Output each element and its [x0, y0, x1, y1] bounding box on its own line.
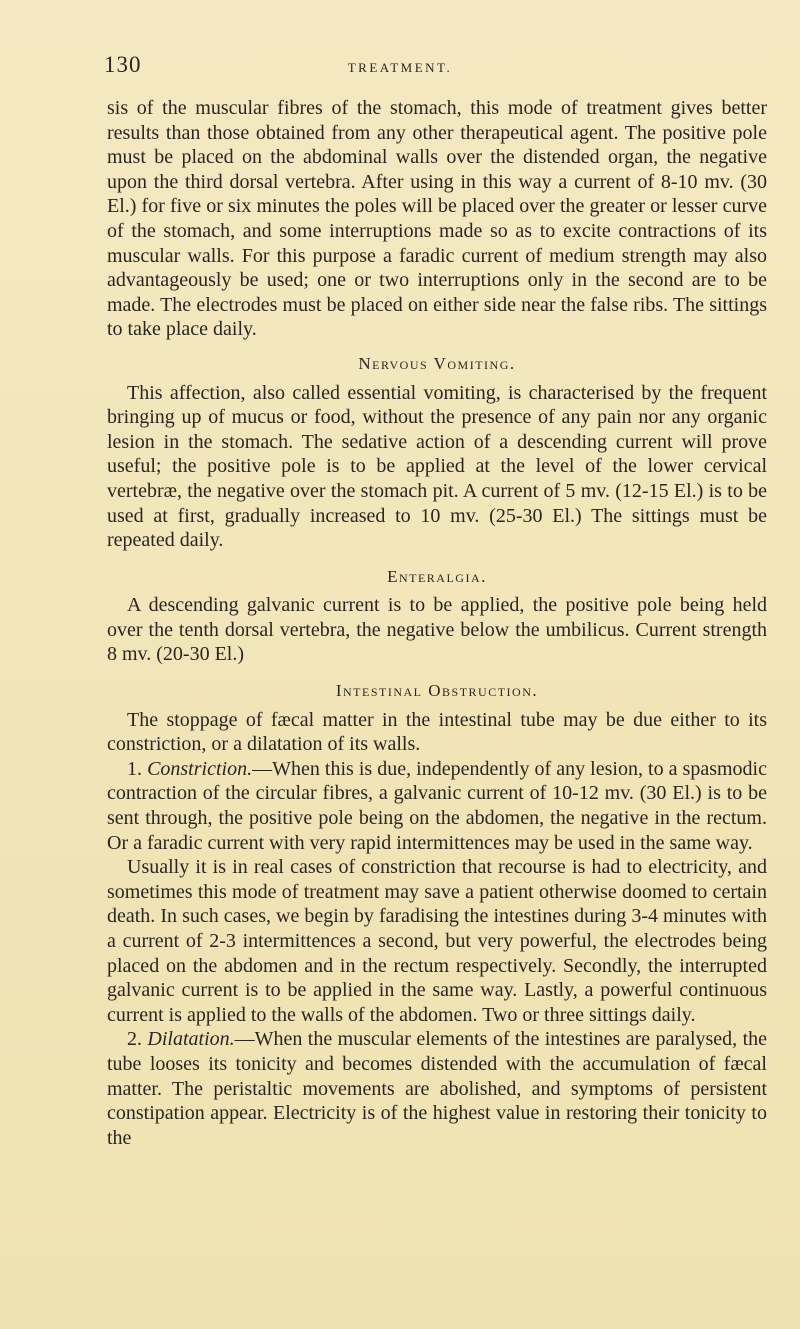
- paragraph-continuation: sis of the muscular fibres of the stomach, this mode of treatment gives better results than those obtained from any other therapeutical agent. The positive pole must be placed on the abdominal walls over the distended organ, the negative upon the third dorsal vertebra. After using in this way a current of 8-10 mv. (30 El.) for five or six minutes the poles will be placed over the greater or lesser curve of the stomach, and some interruptions made so as to excite contractions of its muscular walls. For this purpose a faradic current of medium strength may also advantageously be used; one or two interruptions only in the second are to be made. The electrodes must be placed on either side near the false ribs. The sittings to take place daily.: [107, 97, 767, 341]
- list-number: 2.: [127, 1028, 148, 1051]
- term-dilatation: Dilatation.: [147, 1028, 235, 1051]
- term-constriction: Constriction.: [147, 757, 253, 780]
- list-number: 1.: [127, 757, 148, 780]
- constriction-text: —When this is due, independently of any lesion, to a spasmodic contraction of the circular fibres, a galvanic current of 10-12 mv. (30 El.) is to be sent through, the positive pole being on the abdomen, the negative in the rectum. Or a faradic current with very rapid intermittences may be used in the same way.: [107, 757, 767, 854]
- section-heading-enteralgia: Enteralgia.: [387, 566, 487, 586]
- paragraph-intestinal-obstruction: The stoppage of fæcal matter in the intestinal tube may be due either to its constriction, or a dilatation of its walls.: [107, 708, 767, 756]
- paragraph-usually: Usually it is in real cases of constriction that recourse is had to electricity, and sometimes this mode of treatment may save a patient otherwise doomed to certain death. In such cases, we begin by faradising the intestines during 3-4 minutes with a current of 2-3 intermittences a second, but very powerful, the electrodes being placed on the abdomen and in the rectum respectively. Secondly, the interrupted galvanic current is to be applied in the same way. Lastly, a powerful continuous current is applied to the walls of the abdomen. Two or three sittings daily.: [107, 856, 767, 1026]
- paragraph-dilatation: [107, 1027, 767, 1150]
- section-heading-nervous-vomiting: Nervous Vomiting.: [358, 353, 516, 373]
- paragraph-nervous-vomiting: This affection, also called essential vomiting, is characterised by the frequent bringing up of mucus or food, without the presence of any pain nor any organic lesion in the stomach. The sedative action of a descending current will prove useful; the positive pole is to be applied at the level of the lower cervical vertebræ, the negative over the stomach pit. A current of 5 mv. (12-15 El.) is to be used at first, gradually increased to 10 mv. (25-30 El.) The sittings must be repeated daily.: [107, 381, 767, 552]
- section-heading-intestinal-obstruction: Intestinal Obstruction.: [335, 681, 539, 701]
- paragraph-constriction: [107, 757, 767, 855]
- dilatation-text: —When the muscular elements of the intestines are paralysed, the tube looses its tonicity and becomes distended with the accumulation of fæcal matter. The peristaltic movements are abolished, and symptoms of persistent constipation appear. Electricity is of the highest value in restoring their tonicity to the: [107, 1028, 767, 1149]
- paragraph-enteralgia: A descending galvanic current is to be applied, the positive pole being held over the tenth dorsal vertebra, the negative below the umbilicus. Current strength 8 mv. (20-30 El.): [107, 594, 767, 666]
- page-number: 130: [104, 52, 142, 77]
- running-head: TREATMENT.: [347, 60, 453, 75]
- page-body: [107, 96, 767, 1150]
